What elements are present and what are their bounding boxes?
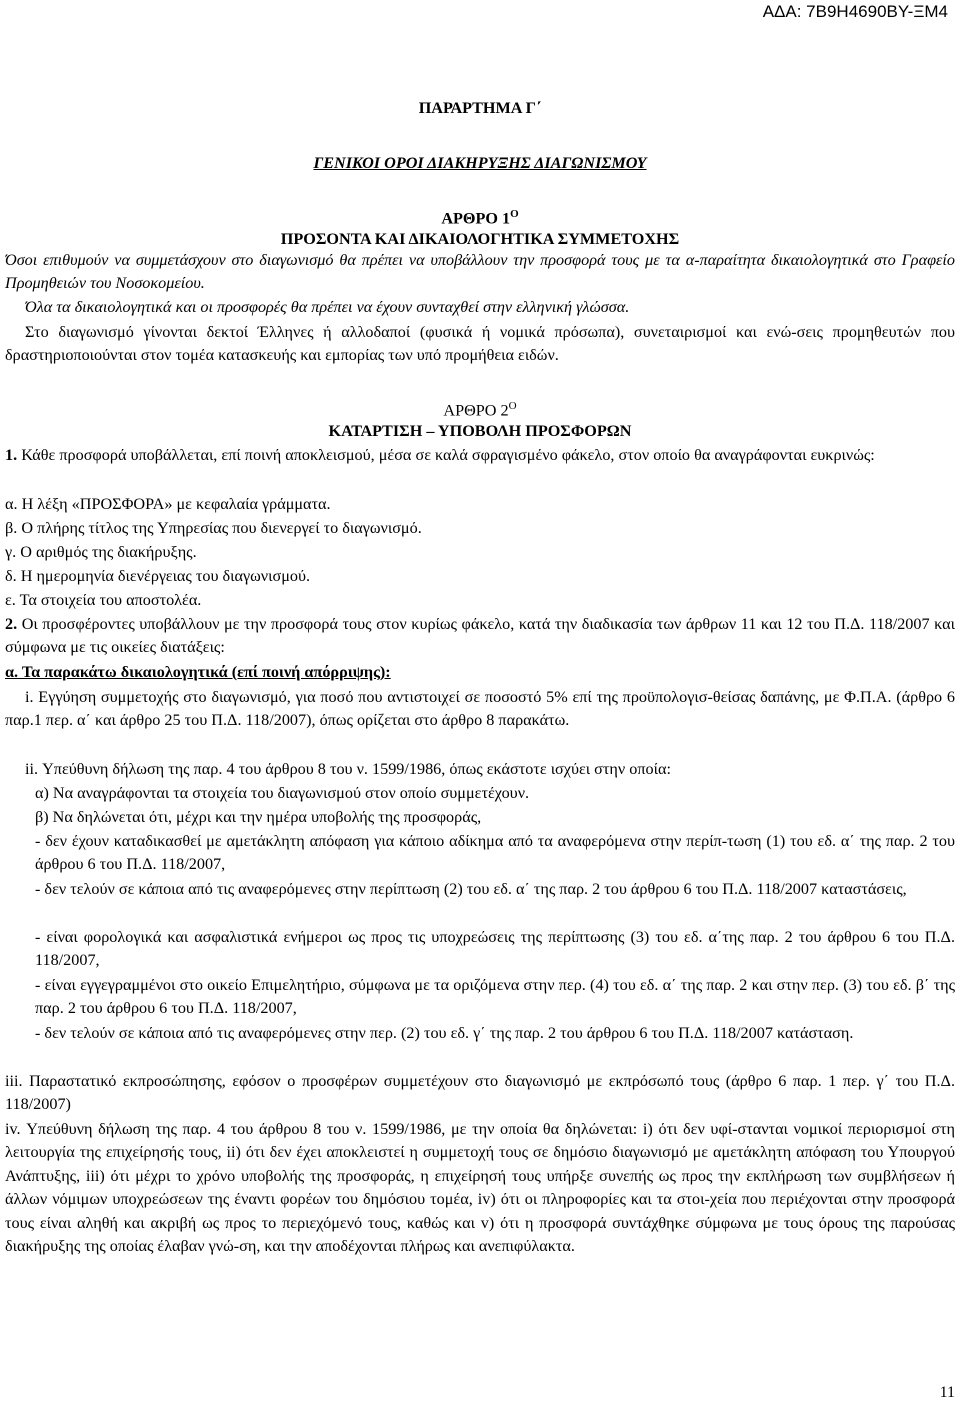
item-i: i. Εγγύηση συμμετοχής στο διαγωνισμό, για ποσό που αντιστοιχεί σε ποσοστό 5% επί της προϋπολογισ-θείσας δαπάνης, με Φ.Π.Α. (άρθρο 6 παρ.1 περ. α΄ και άρθρο 25 του Π.Δ. 118/2007), όπως ορίζεται στο άρθρο 8 παρακάτω. <box>5 688 955 730</box>
article2-title: ΚΑΤΑΡΤΙΣΗ – ΥΠΟΒΟΛΗ ΠΡΟΣΦΟΡΩΝ <box>328 422 632 440</box>
documents-subheading: α. Τα παρακάτω δικαιολογητικά (επί ποινή απόρριψης): <box>5 663 391 681</box>
item-1-number: 1. <box>5 446 18 464</box>
article2-number <box>5 395 955 423</box>
item-2-text: Οι προσφέροντες υποβάλλουν με την προσφορά τους στον κυρίως φάκελο, κατά την διαδικασία των άρθρων 11 και 12 του Π.Δ. 118/2007 και σύμφωνα με τις οικείες διατάξεις: <box>5 615 955 657</box>
item-iv: iv. Υπεύθυνη δήλωση της παρ. 4 του άρθρου 8 του ν. 1599/1986, με την οποία θα δηλώνεται: i) ότι δεν υφί-στανται νομικοί περιορισμοί στη λειτουργία της επιχείρησής τους, ii) ότι δεν έχει αποκλειστεί η συμμετοχή τους σε δημόσιο διαγωνισμό με αμετάκλητη απόφαση του Υπουργού Ανάπτυξης, iii) ότι μέχρι το χρόνο υποβολής της προσφοράς, η επιχείρησή τους υπήρξε συνεπής ως προς την εκπλήρωση των συμβλήσεων ή άλλων νόμιμων υποχρεώσεων της έναντι φορέων του δημόσιου τομέα, iv) ότι οι πληροφορίες και τα στοι-χεία που περιέχονται στην προσφορά τους είναι αληθή και ακριβή ως προς το περιεχόμενό τους, καθώς και v) ότι η προσφορά συντάχθηκε σύμφωνα με τους όρους της παρούσας διακήρυξης της οποίας έλαβαν γνώ-ση, και την αποδέχονται πλήρως και ανεπιφύλακτα. <box>5 1120 955 1256</box>
item-2-number: 2. <box>5 615 18 633</box>
dash-item-3: - είναι φορολογικά και ασφαλιστικά ενήμεροι ως προς τις υποχρεώσεις της περίπτωσης (3) του εδ. α΄της παρ. 2 του άρθρου 6 του Π.Δ. 118/2007, <box>35 928 955 970</box>
list-item: δ. Η ημερομηνία διενέργειας του διαγωνισμού. <box>5 567 311 585</box>
article1-num-text: ΑΡΘΡΟ 1 <box>441 209 511 228</box>
article2-num-text: ΑΡΘΡΟ 2 <box>443 401 509 420</box>
list-item: γ. Ο αριθμός της διακήρυξης. <box>5 543 197 561</box>
ada-code: ΑΔΑ: 7Β9Η4690ΒΥ-ΞΜ4 <box>762 2 948 21</box>
article2-sup: Ο <box>508 400 517 412</box>
article1-title: ΠΡΟΣΟΝΤΑ ΚΑΙ ΔΙΚΑΙΟΛΟΓΗΤΙΚΑ ΣΥΜΜΕΤΟΧΗΣ <box>280 230 680 248</box>
list-item: α. Η λέξη «ΠΡΟΣΦΟΡΑ» με κεφαλαία γράμματα. <box>5 495 331 513</box>
page-number: 11 <box>939 1384 955 1401</box>
dash-item-1: - δεν έχουν καταδικασθεί με αμετάκλητη απόφαση για κάποιο αδίκημα από τα αναφερόμενα στην περίπ-τωση (1) του εδ. α΄ της παρ. 2 του άρθρου 6 του Π.Δ. 118/2007, <box>35 832 955 874</box>
article1-paragraph-2: Όλα τα δικαιολογητικά και οι προσφορές θα πρέπει να έχουν συνταχθεί στην ελληνική γλώσσα. <box>25 298 630 316</box>
article1-sup: Ο <box>510 208 519 220</box>
general-terms-title: ΓΕΝΙΚΟΙ ΟΡΟΙ ΔΙΑΚΗΡΥΞΗΣ ΔΙΑΓΩΝΙΣΜΟΥ <box>313 154 647 172</box>
dash-item-2: - δεν τελούν σε κάποια από τις αναφερόμενες στην περίπτωση (2) του εδ. α΄ της παρ. 2 του άρθρου 6 του Π.Δ. 118/2007 καταστάσεις, <box>35 880 907 898</box>
article1-paragraph-1: Όσοι επιθυμούν να συμμετάσχουν στο διαγωνισμό θα πρέπει να υποβάλλουν την προσφορά τους με τα α-παραίτητα δικαιολογητικά στο Γραφείο Προμηθειών του Νοσοκομείου. <box>5 251 955 293</box>
item-ii: ii. Υπεύθυνη δήλωση της παρ. 4 του άρθρου 8 του ν. 1599/1986, όπως εκάστοτε ισχύει στην οποία: <box>25 760 671 778</box>
article2-item-2 <box>5 613 955 660</box>
dash-item-5: - δεν τελούν σε κάποια από τις αναφερόμενες στην περ. (2) του εδ. γ΄ της παρ. 2 του άρθρου 6 του Π.Δ. 118/2007 κατάσταση. <box>35 1024 854 1042</box>
annex-title: ΠΑΡΑΡΤΗΜΑ Γ΄ <box>418 99 542 117</box>
article1-number <box>5 203 955 231</box>
item-1-text: Κάθε προσφορά υποβάλλεται, επί ποινή αποκλεισμού, μέσα σε καλά σφραγισμένο φάκελο, στον οποίο θα αναγράφονται ευκρινώς: <box>17 446 875 464</box>
dash-item-4: - είναι εγγεγραμμένοι στο οικείο Επιμελητήριο, σύμφωνα με τα οριζόμενα στην περ. (4) του εδ. α΄ της παρ. 2 και στην περ. (3) του εδ. β΄ της παρ. 2 του άρθρου 6 του Π.Δ. 118/2007, <box>35 976 955 1018</box>
list-item: ε. Τα στοιχεία του αποστολέα. <box>5 591 202 609</box>
list-item: β. Ο πλήρης τίτλος της Υπηρεσίας που διενεργεί το διαγωνισμό. <box>5 519 422 537</box>
item-iii: iii. Παραστατικό εκπροσώπησης, εφόσον ο προσφέρων συμμετέχουν στο διαγωνισμό με εκπρόσωπό τους (άρθρο 6 παρ. 1 περ. γ΄ του Π.Δ. 118/2007) <box>5 1072 955 1114</box>
item-ii-a: α) Να αναγράφονται τα στοιχεία του διαγωνισμού στον οποίο συμμετέχουν. <box>35 784 530 802</box>
item-ii-b: β) Να δηλώνεται ότι, μέχρι και την ημέρα υποβολής της προσφοράς, <box>35 808 482 826</box>
article1-paragraph-3: Στο διαγωνισμό γίνονται δεκτοί Έλληνες ή αλλοδαποί (φυσικά ή νομικά πρόσωπα), συνεταιρισμοί και ενώ-σεις προμηθευτών που δραστηριοποιούνται στον τομέα κατασκευής και εμπορίας των υπό προμήθεια ειδών. <box>5 323 955 365</box>
article2-item-1 <box>5 444 955 467</box>
